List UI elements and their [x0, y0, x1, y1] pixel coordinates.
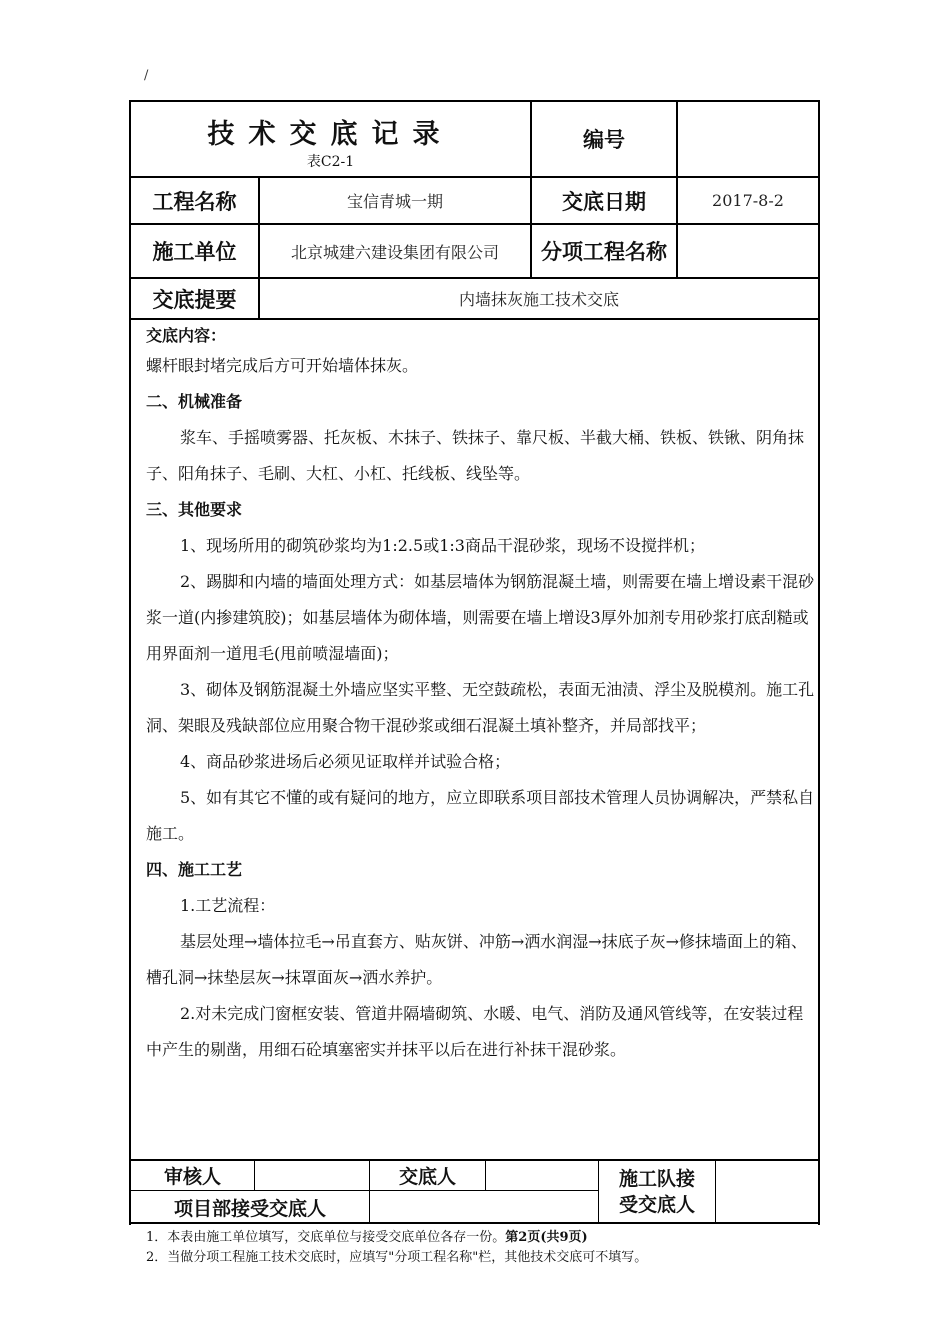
project-label: 工程名称 — [152, 189, 237, 214]
dept-receiver-label: 项目部接受交底人 — [173, 1197, 326, 1220]
title-block — [131, 102, 530, 176]
requirement-item: 1、现场所用的砌筑砂浆均为1:2.5或1:3商品干混砂浆，现场不设搅拌机； — [180, 536, 705, 555]
team-receiver-label-line1: 施工队接 — [618, 1167, 695, 1190]
requirement-item: 3、砌体及钢筋混凝土外墙应坚实平整、无空鼓疏松，表面无油渍、浮尘及脱模剂。施工孔洞、架眼及残缺部位应用聚合物干混砂浆或细石混凝土填补整齐，并局部找平； — [146, 680, 815, 735]
discloser-value — [486, 1161, 598, 1190]
summary-label: 交底提要 — [152, 287, 237, 312]
section-process-title: 四、施工工艺 — [146, 860, 243, 879]
unit-label: 施工单位 — [152, 240, 237, 264]
footnote-2: 2．当做分项工程施工技术交底时，应填写"分项工程名称"栏，其他技术交底可不填写。 — [146, 1250, 648, 1265]
reviewer-label: 审核人 — [163, 1166, 221, 1188]
serial-label: 编号 — [583, 128, 625, 152]
summary-value: 内墙抹灰施工技术交底 — [458, 290, 619, 309]
unit-value: 北京城建六建设集团有限公司 — [290, 242, 499, 262]
dept-receiver-value — [370, 1192, 598, 1222]
page-title: 技术交底记录 — [207, 118, 454, 150]
content-heading: 交底内容： — [146, 326, 227, 345]
team-receiver-label — [599, 1161, 715, 1222]
team-receiver-label-line2: 受交底人 — [618, 1193, 695, 1216]
subproject-value — [678, 225, 818, 277]
requirement-item: 4、商品砂浆进场后必须见证取样并试验合格； — [180, 752, 511, 771]
team-receiver-value — [716, 1161, 818, 1222]
discloser-label: 交底人 — [398, 1166, 456, 1188]
content-intro: 螺杆眼封堵完成后方可开始墙体抹灰。 — [146, 356, 419, 375]
footnote-1-text: 1．本表由施工单位填写，交底单位与接受交底单位各存一份。 — [146, 1230, 506, 1245]
serial-value — [678, 102, 818, 176]
subproject-label: 分项工程名称 — [541, 240, 667, 264]
reviewer-value — [255, 1161, 369, 1190]
project-value: 宝信青城一期 — [346, 192, 443, 211]
section-machinery-text: 浆车、手摇喷雾器、托灰板、木抹子、铁抹子、靠尺板、半截大桶、铁板、铁锹、阴角抹子、阳角抹子、毛刷、大杠、小杠、托线板、线坠等。 — [146, 428, 805, 483]
section-other-title: 三、其他要求 — [146, 500, 243, 519]
page-mark: / — [144, 68, 149, 83]
page-number: 第2页(共9页) — [505, 1230, 588, 1245]
process-sub-title: 1.工艺流程： — [180, 896, 276, 915]
footnote-1 — [146, 1226, 588, 1245]
date-label: 交底日期 — [562, 189, 646, 214]
section-machinery-title: 二、机械准备 — [146, 392, 243, 411]
process-note: 2.对未完成门窗框安装、管道井隔墙砌筑、水暖、电气、消防及通风管线等，在安装过程中产生的剔凿，用细石砼填塞密实并抹平以后在进行补抹干混砂浆。 — [146, 1004, 804, 1059]
date-value: 2017-8-2 — [712, 191, 784, 210]
requirement-item: 2、踢脚和内墙的墙面处理方式：如基层墙体为钢筋混凝土墙，则需要在墙上增设素干混砂浆一道(内掺建筑胶)；如基层墙体为砌体墙，则需要在墙上增设3厚外加剂专用砂浆打底刮糙或用界面剂一道甩毛(甩前喷湿墙面)； — [146, 572, 815, 663]
requirement-item: 5、如有其它不懂的或有疑问的地方，应立即联系项目部技术管理人员协调解决，严禁私自施工。 — [146, 788, 815, 843]
disclosure-content — [146, 320, 818, 1068]
process-flow: 基层处理→墙体拉毛→吊直套方、贴灰饼、冲筋→洒水润湿→抹底子灰→修抹墙面上的箱、槽孔洞→抹垫层灰→抹罩面灰→洒水养护。 — [146, 932, 808, 987]
form-number: 表C2-1 — [306, 153, 355, 170]
